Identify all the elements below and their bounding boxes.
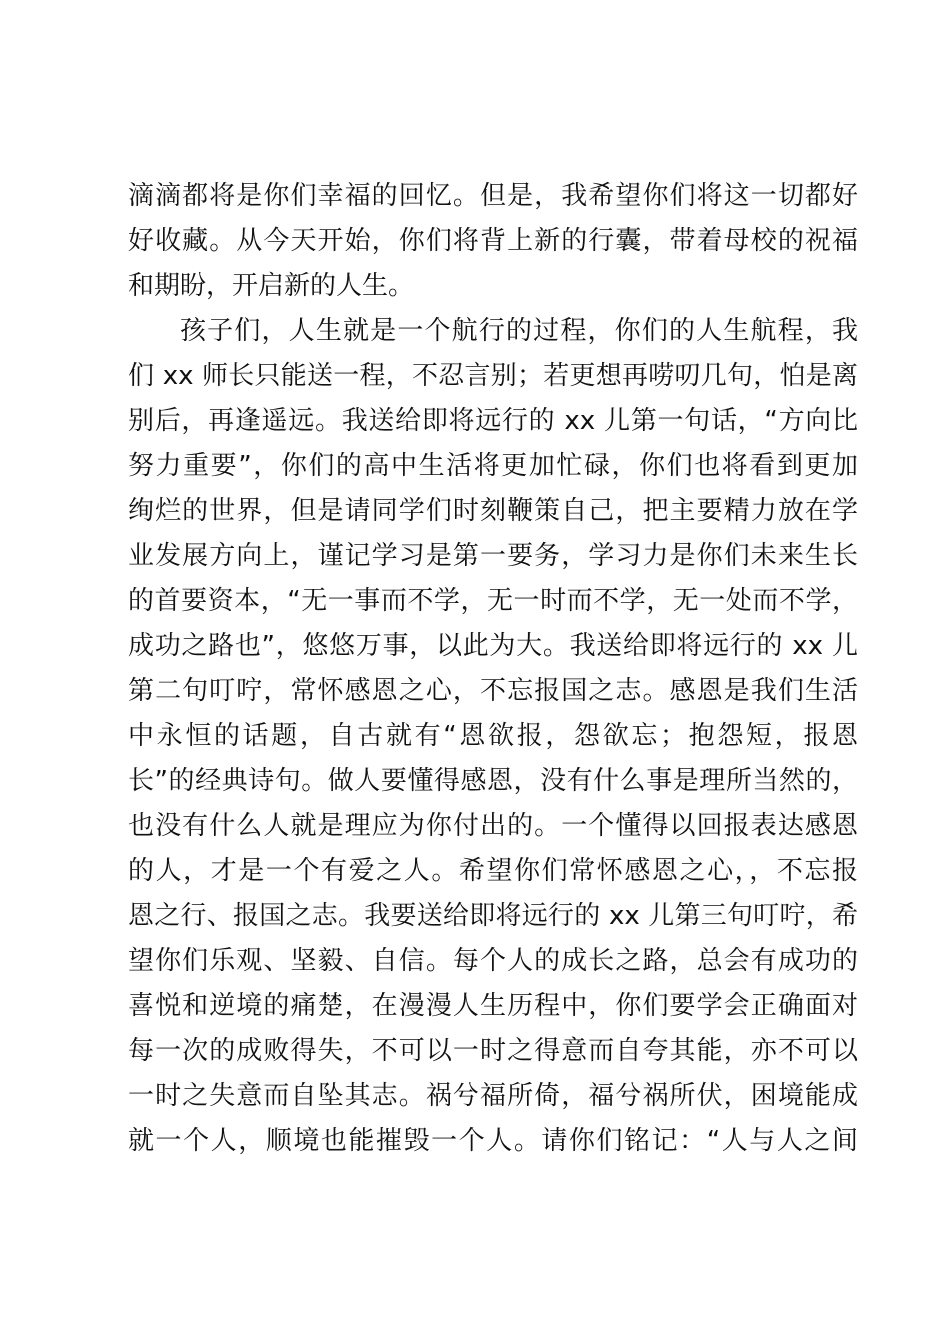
text-line: 一时之失意而自坠其志。祸兮福所倚，福兮祸所伏，困境能成 (128, 1081, 858, 1111)
text-line: 就一个人，顺境也能摧毁一个人。请你们铭记：“人与人之间 (128, 1126, 858, 1156)
text-line: 每一次的成败得失，不可以一时之得意而自夸其能，亦不可以 (128, 1036, 858, 1066)
text-line: 好收藏。从今天开始，你们将背上新的行囊，带着母校的祝福 (128, 226, 858, 256)
text-line: 业发展方向上，谨记学习是第一要务，学习力是你们未来生长 (128, 541, 858, 571)
text-line: 成功之路也”，悠悠万事，以此为大。我送给即将远行的 xx 儿 (128, 631, 858, 661)
text-line: 第二句叮咛，常怀感恩之心，不忘报国之志。感恩是我们生活 (128, 676, 858, 706)
text-line: 和期盼，开启新的人生。 (128, 271, 415, 301)
text-line: 也没有什么人就是理应为你付出的。一个懂得以回报表达感恩 (128, 811, 858, 841)
body-text (128, 174, 858, 1164)
text-line: 的人，才是一个有爱之人。希望你们常怀感恩之心，，不忘报 (128, 856, 858, 886)
text-line: 别后，再逢遥远。我送给即将远行的 xx 儿第一句话，“方向比 (128, 406, 858, 436)
text-line: 的首要资本，“无一事而不学，无一时而不学，无一处而不学， (128, 586, 858, 616)
text-line: 努力重要”，你们的高中生活将更加忙碌，你们也将看到更加 (128, 451, 858, 481)
text-line: 绚烂的世界，但是请同学们时刻鞭策自己，把主要精力放在学 (128, 496, 858, 526)
text-line: 喜悦和逆境的痛楚，在漫漫人生历程中，你们要学会正确面对 (128, 991, 858, 1021)
text-line: 中永恒的话题，自古就有“恩欲报，怨欲忘；抱怨短，报恩 (128, 721, 858, 751)
text-line: 恩之行、报国之志。我要送给即将远行的 xx 儿第三句叮咛，希 (128, 901, 858, 931)
text-line: 长”的经典诗句。做人要懂得感恩，没有什么事是理所当然的， (128, 766, 858, 796)
text-line: 滴滴都将是你们幸福的回忆。但是，我希望你们将这一切都好 (128, 181, 858, 211)
text-line: 们 xx 师长只能送一程，不忍言别；若更想再唠叨几句，怕是离 (128, 361, 858, 391)
text-line: 望你们乐观、坚毅、自信。每个人的成长之路，总会有成功的 (128, 946, 858, 976)
paragraph-first-line: 孩子们，人生就是一个航行的过程，你们的人生航程，我 (180, 316, 858, 346)
